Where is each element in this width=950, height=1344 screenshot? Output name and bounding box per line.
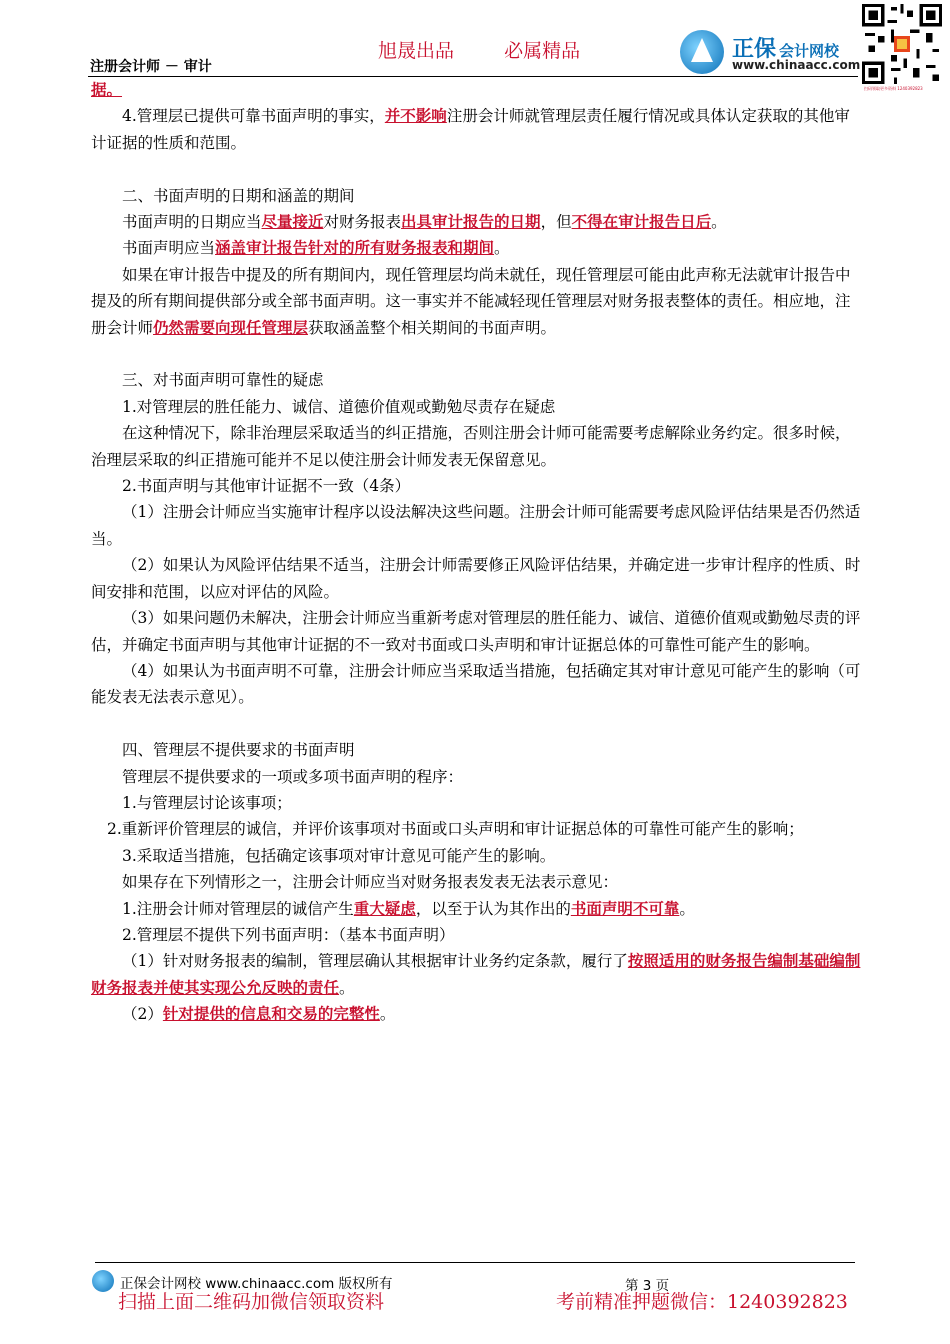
paragraph: （3）如果问题仍未解决，注册会计师应当重新考虑对管理层的胜任能力、诚信、道德价值观或勤勉尽责的评估，并确定书面声明与其他审计证据的不一致对书面或口头声明和审计证据总体的可靠性可能产生的影响。: [91, 609, 861, 654]
footer-divider: [95, 1262, 855, 1263]
paragraph: （2）针对提供的信息和交易的完整性。: [122, 1004, 396, 1024]
logo-url: www.chinaacc.com: [732, 58, 861, 72]
paragraph: 书面声明的日期应当尽量接近对财务报表出具审计报告的日期，但不得在审计报告日后。: [122, 212, 727, 232]
page-number: 第 3 页: [625, 1278, 670, 1294]
paragraph: 管理层不提供要求的一项或多项书面声明的程序：: [122, 767, 464, 786]
paragraph: （2）如果认为风险评估结果不适当，注册会计师需要修正风险评估结果，并确定进一步审计程序的性质、时间安排和范围，以应对评估的风险。: [91, 556, 861, 601]
logo-mark-icon: [680, 30, 724, 74]
slogan-left: 旭晟出品: [378, 40, 455, 62]
paragraph: （1）注册会计师应当实施审计程序以设法解决这些问题。注册会计师可能需要考虑风险评估结果是否仍然适当。: [91, 503, 861, 548]
paragraph: （4）如果认为书面声明不可靠，注册会计师应当采取适当措施，包括确定其对审计意见可能产生的影响（可能发表无法表示意见）。: [91, 661, 861, 707]
paragraph: 2.重新评价管理层的诚信，并评价该事项对书面或口头声明和审计证据总体的可靠性可能产生的影响；: [107, 820, 804, 839]
paragraph: 2.管理层不提供下列书面声明：（基本书面声明）: [122, 925, 455, 944]
paragraph: 1.与管理层讨论该事项；: [122, 793, 292, 812]
paragraph: 4.管理层已提供可靠书面声明的事实，并不影响注册会计师就管理层责任履行情况或具体认定获取的其他审计证据的性质和范围。: [91, 106, 850, 152]
paragraph: 书面声明应当涵盖审计报告针对的所有财务报表和期间。: [122, 238, 510, 258]
logo-name: 正保 会计网校: [732, 37, 840, 62]
paragraph: 在这种情况下，除非治理层采取适当的纠正措施，否则注册会计师可能需要考虑解除业务约定。很多时候，治理层采取的纠正措施可能并不足以使注册会计师发表无保留意见。: [91, 424, 851, 469]
paragraph: 如果存在下列情形之一，注册会计师应当对财务报表发表无法表示意见：: [122, 873, 619, 892]
paragraph: 1.注册会计师对管理层的诚信产生重大疑虑，以至于认为其作出的书面声明不可靠。: [122, 898, 695, 918]
document-body: [91, 77, 861, 1028]
paragraph: 如果在审计报告中提及的所有期间内，现任管理层均尚未就任，现任管理层可能由此声称无法就审计报告中提及的所有期间提供部分或全部书面声明。这一事实并不能减轻现任管理层对财务报表整体的责任。相应地，注册会计师仍然需要向现任管理层获取涵盖整个相关期间的书面声明。: [91, 265, 851, 337]
footer-promo-right: 考前精准押题微信：1240392823: [556, 1291, 848, 1313]
paragraph: （1）针对财务报表的编制，管理层确认其根据审计业务约定条款，履行了按照适用的财务报告编制基础编制财务报表并使其实现公允反映的责任。: [91, 951, 861, 997]
section-heading: 二、书面声明的日期和涵盖的期间: [122, 186, 355, 205]
footer-promo-left: 扫描上面二维码加微信领取资料: [118, 1291, 385, 1313]
section-heading: 四、管理层不提供要求的书面声明: [122, 741, 355, 760]
section-heading: 三、对书面声明可靠性的疑虑: [122, 371, 324, 390]
paragraph: 1.对管理层的胜任能力、诚信、道德价值观或勤勉尽责存在疑虑: [122, 397, 556, 416]
slogan-right: 必属精品: [504, 40, 581, 62]
header-slogan: [378, 36, 624, 63]
chinaacc-logo: [680, 30, 860, 78]
paragraph: 3.采取适当措施，包括确定该事项对审计意见可能产生的影响。: [122, 846, 556, 865]
footer-logo-icon: [92, 1270, 114, 1292]
paragraph: 2.书面声明与其他审计证据不一致（4条）: [122, 477, 411, 496]
qr-note: 扫码领取更多资料 1240392823: [864, 86, 923, 91]
footer-copyright: 正保会计网校 www.chinaacc.com 版权所有: [120, 1276, 393, 1292]
header-subject: 注册会计师 － 审计: [90, 59, 212, 75]
paragraph: 据。: [91, 80, 123, 99]
qr-code-icon: [862, 4, 942, 84]
